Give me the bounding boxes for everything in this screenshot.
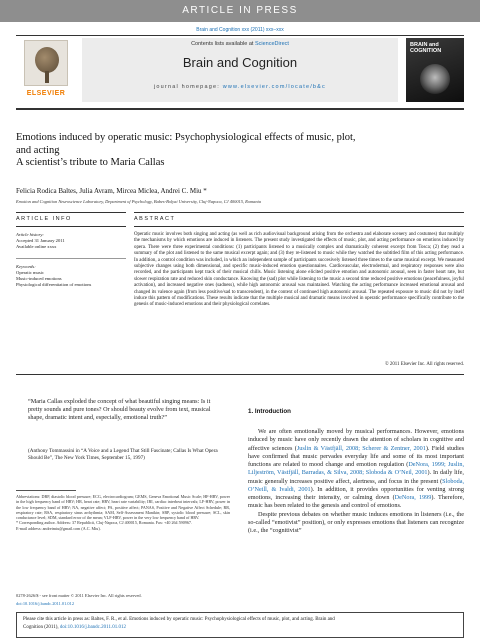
homepage-link[interactable]: www.elsevier.com/locate/b&c — [222, 84, 327, 90]
author-list: Felicia Rodica Baltes, Julia Avram, Mircea Miclea, Andrei C. Miu * — [16, 187, 207, 195]
citation-link[interactable]: DeNora, 1999 — [394, 494, 432, 501]
affiliation: Emotion and Cognition Neuroscience Laboratory, Department of Psychology, Babes-Bolyai University, Cluj-Napoca, CJ 400015, Romania — [16, 199, 261, 204]
citation-line — [23, 624, 457, 632]
title-line: and acting — [16, 144, 60, 156]
copyright-notice: © 2011 Elsevier Inc. All rights reserved. — [384, 362, 464, 367]
text-span: We are often emotionally moved by musical performances. However, emotions induced by music have only recently drawn the attention of scholars in cognitive and affective sciences ( — [248, 428, 464, 452]
text-span: ). In addition, it provides opportunities for venting strong emotions, increasing their intensity, or calming down ( — [248, 485, 464, 501]
footnotes — [16, 494, 230, 531]
keywords-label: Keywords: — [16, 264, 36, 269]
citation-link[interactable]: DeNora, 1999; Juslin, Liljeström, Västfjäll, Barradas, & Silva, 2008; Sloboda & O’Neil, 2001 — [248, 461, 464, 477]
journal-name: Brain and Cognition — [182, 55, 298, 70]
article-info-top-rule — [16, 212, 126, 213]
article-history — [16, 232, 126, 250]
elsevier-logo[interactable] — [16, 38, 76, 102]
epigraph-quote: “Maria Callas exploded the concept of what beautiful singing means: Is it pretty sounds and pure tones? Or should beauty evolve from text, musical shape, dramatic intent and, especially, emotional truth?” — [28, 398, 211, 421]
epigraph-source: (Anthony Tommassini in “A Voice and a Legend That Still Fascinate; Callas Is What Opera Should Be”, The New York Times, September 15, 1997) — [28, 448, 218, 461]
cover-brain-image — [420, 64, 450, 94]
title-line: Emotions induced by operatic music: Psychophysiological effects of music, plot, — [16, 132, 356, 143]
citation-notice — [16, 612, 464, 638]
elsevier-tree-icon — [24, 40, 68, 86]
abbreviations-footnote: Abbreviations: DBP, diastolic blood pressure; ECG, electrocardiogram; GEMS, Geneva Emotional Music Scale; HF-HRV, power in the high frequency band of HRV; HR, heart rate; HRV, heart rate variability; IBI, cardiac interbeat intervals; LF-HRV, power in the low frequency band of HRV; NA, negative affect; PA, positive affect; PANAS, Positive and Negative Affect Schedule; RR, respiratory rate; RSA, respiratory sinus arrhythmia; SAM, Self-Assessment Manikin; SBP, systolic blood pressure; SCL, skin conductance level; SDM, standard error of the mean; VLF-HRV, power in the very low frequency band of HRV. — [16, 494, 230, 521]
masthead-bottom-rule — [16, 108, 464, 110]
email-footnote[interactable]: E-mail address: andreimiu@gmail.com (A.C. Miu). — [16, 525, 101, 531]
issn-line: 0278-2626/$ - see front matter © 2011 Elsevier Inc. All rights reserved. — [16, 593, 142, 598]
available-date: Available online xxxx — [16, 244, 57, 249]
journal-reference[interactable]: Brain and Cognition xxx (2011) xxx–xxx — [196, 27, 284, 33]
accepted-date: Accepted 31 January 2011 — [16, 238, 65, 243]
text-span: ). Field studies have confirmed that music pervades everyday life and some of its most important functions are related to mood change and emotion regulation ( — [248, 444, 465, 468]
citation-link[interactable]: Juslin & Västfjäll, 2008; Scherer & Zentner, 2001 — [296, 444, 426, 452]
citation-doi-link[interactable]: doi:10.1016/j.bandc.2011.01.012 — [59, 625, 126, 630]
abstract-text: Operatic music involves both singing and acting (as well as rich audiovisual background arising from the orchestra and elaborate scenery and costumes) that multiply the mechanisms by which emotions are induced in listeners. The present study investigated the effects of music, plot, and acting performance on emotions induced by opera. There were three experimental conditions: (1) participants listened to a musically complex and dramatically coherent excerpt from Tosca; (2) they read a summary of the plot and listened to the same musical excerpt again; and (3) they re-listened to music while they watched the subtitled film of this acting performance. In addition, a control condition was included, in which an independent sample of participants succesively listened three times to the same musical excerpt. We measured subjective changes using both dimensional, and specific music-induced emotion questionnaires. Cardiovascular, electrodermal, and respiratory responses were also recorded, and the participants kept track of their musical chills. Music listening alone elicited positive emotion and autonomic arousal, seen in faster heart rate, but slower respiration rate and reduced skin conductance. Knowing the (sad) plot while listening to the music a second time reduced positive emotions (peacefulness, joyful activation), and increased negative ones (sadness), while high autonomic arousal was maintained. Watching the acting performance increased emotional arousal and changed its valence again (from less positive/sad to transcendent), in the context of continued high autonomic arousal. The repeated exposure to music did not by itself induce this pattern of modifications. These results indicate that the multiple musical and dramatic means involved in operatic performance specifically contribute to the genesis of music-induced emotions and their physiological correlates. — [134, 232, 464, 308]
subtitle-line: A scientist’s tribute to Maria Callas — [16, 157, 165, 168]
intro-paragraph: Despite previous debates on whether music induces emotions in listeners (i.e., the so-called “emotivist” position), or only expresses emotions that listeners can recognize (i.e., the “cognitivist” — [248, 510, 464, 534]
contents-prefix: Contents lists available at — [191, 41, 255, 47]
doi-link[interactable]: doi:10.1016/j.bandc.2011.01.012 — [16, 601, 75, 606]
citation-line: Please cite this article in press as: Baltes, F. R., et al. Emotions induced by operatic music: Psychophysiological effects of music, plot, and acting. Brain and — [23, 617, 335, 622]
footnote-rule — [16, 490, 76, 491]
masthead-top-rule — [16, 35, 464, 36]
cover-title: BRAIN and COGNITION — [410, 42, 442, 54]
introduction-heading: 1. Introduction — [248, 408, 291, 415]
elsevier-wordmark: ELSEVIER — [26, 90, 66, 97]
abstract-bottom-rule — [134, 226, 464, 227]
keywords — [16, 264, 126, 288]
corresponding-author-footnote: * Corresponding author. Address: 37 Republicii, Cluj-Napoca, CJ 400015, Romania. Fax: +40 264 590967. — [16, 520, 192, 526]
article-info-bottom-rule — [16, 226, 126, 227]
abstract-end-rule — [16, 374, 464, 375]
citation-prefix: Cognition (2011), — [23, 625, 60, 630]
homepage-prefix: journal homepage: — [153, 84, 223, 90]
sciencedirect-link[interactable]: ScienceDirect — [254, 41, 289, 47]
intro-paragraph — [248, 428, 464, 511]
text-span: ). Therefore, music has been related to the genesis and control of emotions. — [248, 494, 464, 510]
introduction-text — [248, 428, 464, 535]
journal-masthead — [16, 35, 464, 107]
keyword-item: Physiological differentiation of emotions — [16, 282, 92, 287]
text-span: ). In daily life, music generally increases positive affect, alertness, and focus in the present ( — [248, 469, 464, 485]
masthead-center — [82, 38, 398, 102]
abstract-top-rule — [134, 212, 464, 213]
contents-line — [82, 41, 398, 47]
citation-link[interactable]: Sloboda, O’Neill, & Ivaldi, 2001 — [248, 477, 464, 493]
journal-cover-thumbnail[interactable] — [406, 38, 464, 102]
article-in-press-banner: ARTICLE IN PRESS — [0, 0, 480, 22]
article-title — [16, 132, 464, 170]
abstract-heading: ABSTRACT — [134, 216, 176, 222]
keyword-item: Music-induced emotions — [16, 276, 62, 281]
journal-homepage — [82, 84, 398, 90]
article-info-heading: ARTICLE INFO — [16, 216, 72, 222]
info-divider — [16, 258, 126, 259]
keyword-item: Operatic music — [16, 270, 44, 275]
history-label: Article history: — [16, 232, 44, 237]
